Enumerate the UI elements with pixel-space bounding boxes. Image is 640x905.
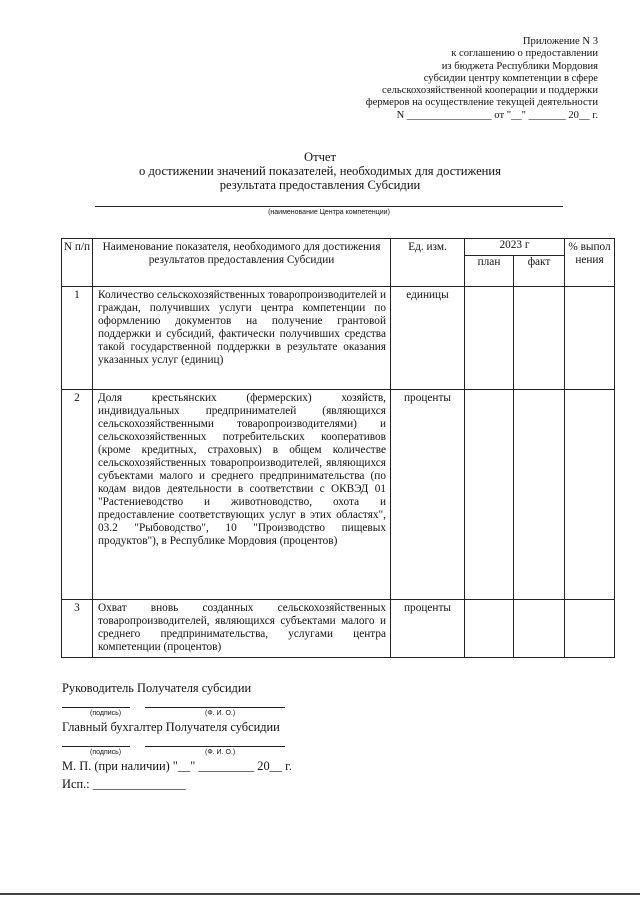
appendix-line: фермеров на осуществление текущей деятельности [365,97,598,109]
row-unit: проценты [391,390,465,600]
center-name-line [95,206,563,207]
header-name: Наименование показателя, необходимого для достижения результатов предоставления Субсидии [93,239,391,287]
appendix-line: Приложение N 3 [522,36,598,47]
title-line-1: Отчет [303,150,337,164]
row-percent [565,390,615,600]
header-num: N п/п [62,239,93,287]
page-bottom-edge [0,893,640,895]
table-row [62,600,615,658]
accountant-sign-line [62,746,130,747]
accountant-sign-caption: (подпись) [90,749,122,756]
row-fact [514,287,565,390]
row-indicator-name: Охват вновь созданных сельскохозяйственных товаропроизводителей, являющихся субъектами малого и среднего предпринимательства, услугами центра компетенции (процентов) [93,600,391,658]
accountant-fio-line [145,746,285,747]
header-fact: факт [514,256,565,287]
accountant-fio-caption: (Ф. И. О.) [205,749,236,756]
row-plan [465,600,514,658]
header-year: 2023 г [465,239,565,256]
row-unit: проценты [391,600,465,658]
row-num: 1 [62,287,93,390]
head-signature-title: Руководитель Получателя субсидии [62,681,252,695]
appendix-line: N ________________ от "__" _______ 20__ г. [396,109,598,121]
row-indicator-name: Доля крестьянских (фермерских) хозяйств, индивидуальных предпринимателей (являющихся сельскохозяйственными товаропроизводителями) и сельскохозяйственных потребительских кооперативов (кроме кредитных, страховых) в общем количестве сельскохозяйственных товаропроизводителей, являющихся субъектами малого и среднего предпринимательства (по кодам видов деятельности в соответствии с ОКВЭД 01 "Растениеводство и животноводство, охота и предоставление соответствующих услуг в этих областях", 03.2 "Рыбоводство", 10 "Производство пищевых продуктов"), в Республике Мордовия (процентов) [93,390,391,600]
executor-line: Исп.: _______________ [62,777,186,791]
row-plan [465,287,514,390]
row-fact [514,390,565,600]
appendix-line: сельскохозяйственной кооперации и поддержки [382,85,598,97]
header-plan: план [465,256,514,287]
appendix-line: субсидии центру компетенции в сфере [423,72,598,84]
header-unit: Ед. изм. [391,239,465,287]
report-title [0,150,640,192]
row-fact [514,600,565,658]
appendix-header [298,36,598,122]
header-percent: % выпол нения [565,239,615,287]
head-sign-line [62,707,130,708]
title-line-2: о достижении значений показателей, необходимых для достижения [139,164,501,178]
row-percent [565,287,615,390]
accountant-signature-title: Главный бухгалтер Получателя субсидии [62,720,280,734]
row-plan [465,390,514,600]
table-header-row [62,239,615,256]
head-fio-line [145,707,285,708]
indicators-table [61,238,615,658]
row-num: 3 [62,600,93,658]
title-line-3: результата предоставления Субсидии [219,178,421,192]
head-sign-caption: (подпись) [90,710,122,717]
stamp-date-line: М. П. (при наличии) "__" _________ 20__ г. [62,759,292,773]
head-fio-caption: (Ф. И. О.) [205,710,236,717]
table-row [62,390,615,600]
appendix-line: из бюджета Республики Мордовия [441,60,598,72]
center-name-caption: (наименование Центра компетенции) [268,209,390,216]
row-unit: единицы [391,287,465,390]
row-percent [565,600,615,658]
appendix-line: к соглашению о предоставлении [451,48,598,60]
table-row [62,287,615,390]
row-indicator-name: Количество сельскохозяйственных товаропроизводителей и граждан, получивших услуги центра компетенции по оформлению документов на получение грантовой поддержки и субсидий, фактически получивших средства такой государственной поддержки в результате оказания указанных услуг (единиц) [93,287,391,390]
row-num: 2 [62,390,93,600]
